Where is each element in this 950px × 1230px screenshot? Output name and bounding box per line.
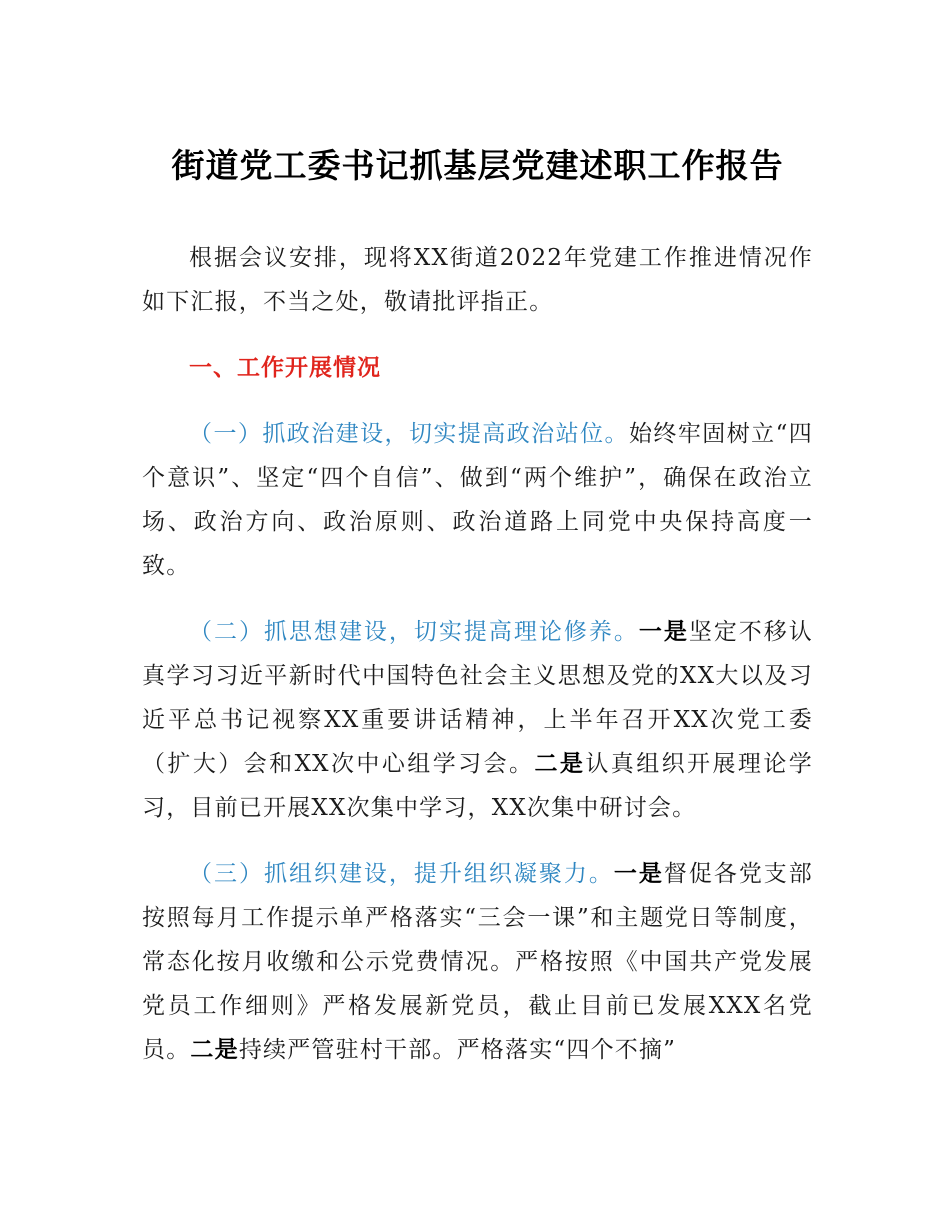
paragraph-3-point-1-label: 一是 <box>613 861 664 887</box>
paragraph-1-text: 始终牢固树立“四个意识”、坚定“四个自信”、做到“两个维护”，确保在政治立场、政治方向、政治原则、政治道路上同党中央保持高度一致。 <box>142 421 814 579</box>
paragraph-organizational-building <box>142 852 813 1072</box>
paragraph-3-point-2-label: 二是 <box>190 1037 239 1063</box>
document-title: 街道党工委书记抓基层党建述职工作报告 <box>171 146 784 185</box>
paragraph-political-building <box>142 412 813 588</box>
paragraph-2-point-1-text: 坚定不移认真学习习近平新时代中国特色社会主义思想及党的XX大以及习近平总书记视察XX重要讲话精神，上半年召开XX次党工委（扩大）会和XX次中心组学习会。 <box>142 619 813 777</box>
subheading-1: （一）抓政治建设，切实提高政治站位。 <box>189 421 629 447</box>
section-heading-1: 一、工作开展情况 <box>189 355 381 381</box>
paragraph-2-point-2-label: 二是 <box>534 751 586 777</box>
intro-paragraph: 根据会议安排，现将XX街道2022年党建工作推进情况作如下汇报，不当之处，敬请批评指正。 <box>142 245 813 315</box>
paragraph-2-point-2-text: 认真组织开展理论学习，目前已开展XX次集中学习，XX次集中研讨会。 <box>142 751 813 821</box>
paragraph-ideological-building <box>142 610 813 830</box>
paragraph-3-point-1-text: 督促各党支部按照每月工作提示单严格落实“三会一课”和主题党日等制度，常态化按月收缴和公示党费情况。严格按照《中国共产党发展党员工作细则》严格发展新党员，截止目前已发展XXX名党员。 <box>142 861 813 1063</box>
paragraph-2-point-1-label: 一是 <box>638 619 689 645</box>
paragraph-3-point-2-text: 持续严管驻村干部。严格落实“四个不摘” <box>238 1037 677 1063</box>
subheading-2: （二）抓思想建设，切实提高理论修养。 <box>189 619 639 645</box>
subheading-3: （三）抓组织建设，提升组织凝聚力。 <box>189 861 614 887</box>
